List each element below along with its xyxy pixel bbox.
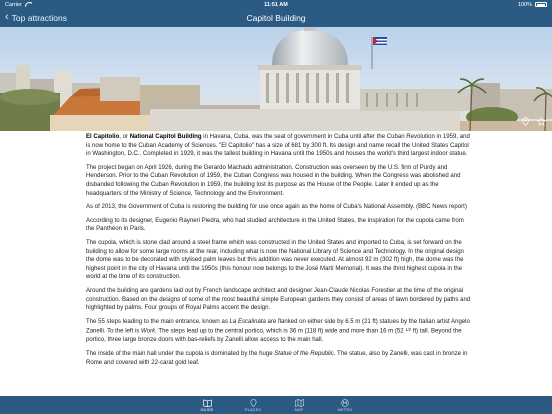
tab-label: MAP [294,407,304,412]
location-pin-icon[interactable] [520,116,530,126]
text-run: . The statue, also by Zanelli, was cast in bronze in Rome and covered with 22-carat gold leaf. [86,350,468,366]
fraction: 1/2 [405,327,412,333]
text-run: The 55 steps leading to the main entrance, known as [86,318,230,325]
article-paragraph [86,350,472,367]
article-paragraph [86,133,472,159]
capitol-photo [0,27,552,131]
text-run: , or [119,134,130,140]
hero-image [0,27,552,131]
article-paragraph [86,318,472,345]
navigation-bar [0,9,552,27]
book-icon [203,399,212,407]
article-paragraph: The cupola, which is stone clad around a steel frame which was constructed in the United States and imported to Cuba, is set forward on the building to allow for some large rooms at the rear, including what is now the National Library of Science and Technology. In the original design the dome was to be decorated with stylised palm leaves but this addition was never executed. At almost 92 m (302 ft) high, the dome was the highest point in the city of Havana until the 1950s (this honour now belongs to the José Martí Memorial). It was the third highest cupola in the world at the time of its construction. [86,239,464,281]
italic-term: Statue of the Republic [274,350,334,357]
hero-toolbar [520,116,546,126]
text-run: ft) tall. Beyond the portico, three large bronze doors with bas-reliefs by Zanelli allow access to the main hall. [86,328,462,344]
tab-label: PLACES [244,407,262,412]
bold-term: El Capitolio [86,134,120,140]
back-button[interactable] [5,9,67,27]
text-run: . The steps lead up to the central portico, which is 36 m (118 ft) wide and more than 16 m (52 [155,328,406,335]
status-bar [0,0,552,9]
article-paragraph: According to its designer, Eugenio Rayneri Piedra, who had studied architecture in the United States, the inspiration for the cupola came from the Panthéon in Paris. [86,217,464,233]
tab-map[interactable] [287,396,311,414]
battery-label: 100% [517,1,532,8]
carrier-label: Carrier [5,1,22,8]
battery-icon [535,2,547,7]
article-paragraph: Around the building are gardens laid out by French landscape architect and designer Jean-Claude Nicolas Forestier at the time of the original construction. Based on the designs of some of the most beautiful simple European gardens they consist of areas of lawn bordered by paths and highlighted by palms. Four groups of Royal Palms accent the design. [86,287,471,312]
article-paragraph: The project began on April 1926, during the Gerardo Machado administration. Construction was overseen by the U.S. firm of Purdy and Henderson. Prior to the Cuban Revolution of 1959, the Cuban Congress was housed in the building. When the Congress was abolished and disbanded following the Cuban Revolution in 1959, the building lost its purpose as the House of the People. Later it ended up as the headquarters of the Ministry of Science, Technology and the Environment. [86,164,461,197]
italic-term: Work [141,328,156,335]
tab-bar [0,396,552,414]
tab-label: GUIDE [200,407,214,412]
pin-icon [250,399,257,407]
article-body [86,133,472,396]
chevron-left-icon: ‹ [5,11,9,23]
map-icon [295,399,304,407]
tab-places[interactable] [241,396,265,414]
metro-icon [341,399,349,407]
bold-term: National Capitol Building [129,134,202,140]
page-title: Capitol Building [246,13,306,23]
star-icon[interactable] [536,116,546,126]
tab-guide[interactable] [195,396,219,414]
tab-label: METRO [337,407,353,412]
text-run: are flanked on either side by 6.5 m (21 ft) statues by the Italian artist Angelo Zanelli. To the left is [86,318,470,335]
text-run: The inside of the main hall under the cupola is dominated by the huge [86,350,275,357]
italic-term: La Escalinata [229,318,266,325]
text-run: in Havana, Cuba, was the seat of government in Cuba until after the Cuban Revolution in 1959, and is now home to the Cuban Academy of Sciences. "El Capitolio" has a size of 681 by 300 ft. Its design and name recall the United States Capitol in Washington, D.C.. Completed in 1929, it was the tallest building in Havana until the 1950s and houses the world's third largest indoor statue. [86,134,470,158]
status-time: 11:51 AM [264,1,288,8]
article-paragraph: As of 2013, the Government of Cuba is restoring the building for use once again as the home of Cuba's National Assembly. (BBC News report) [86,204,467,211]
back-button-label: Top attractions [11,13,67,23]
tab-metro[interactable] [333,396,357,414]
